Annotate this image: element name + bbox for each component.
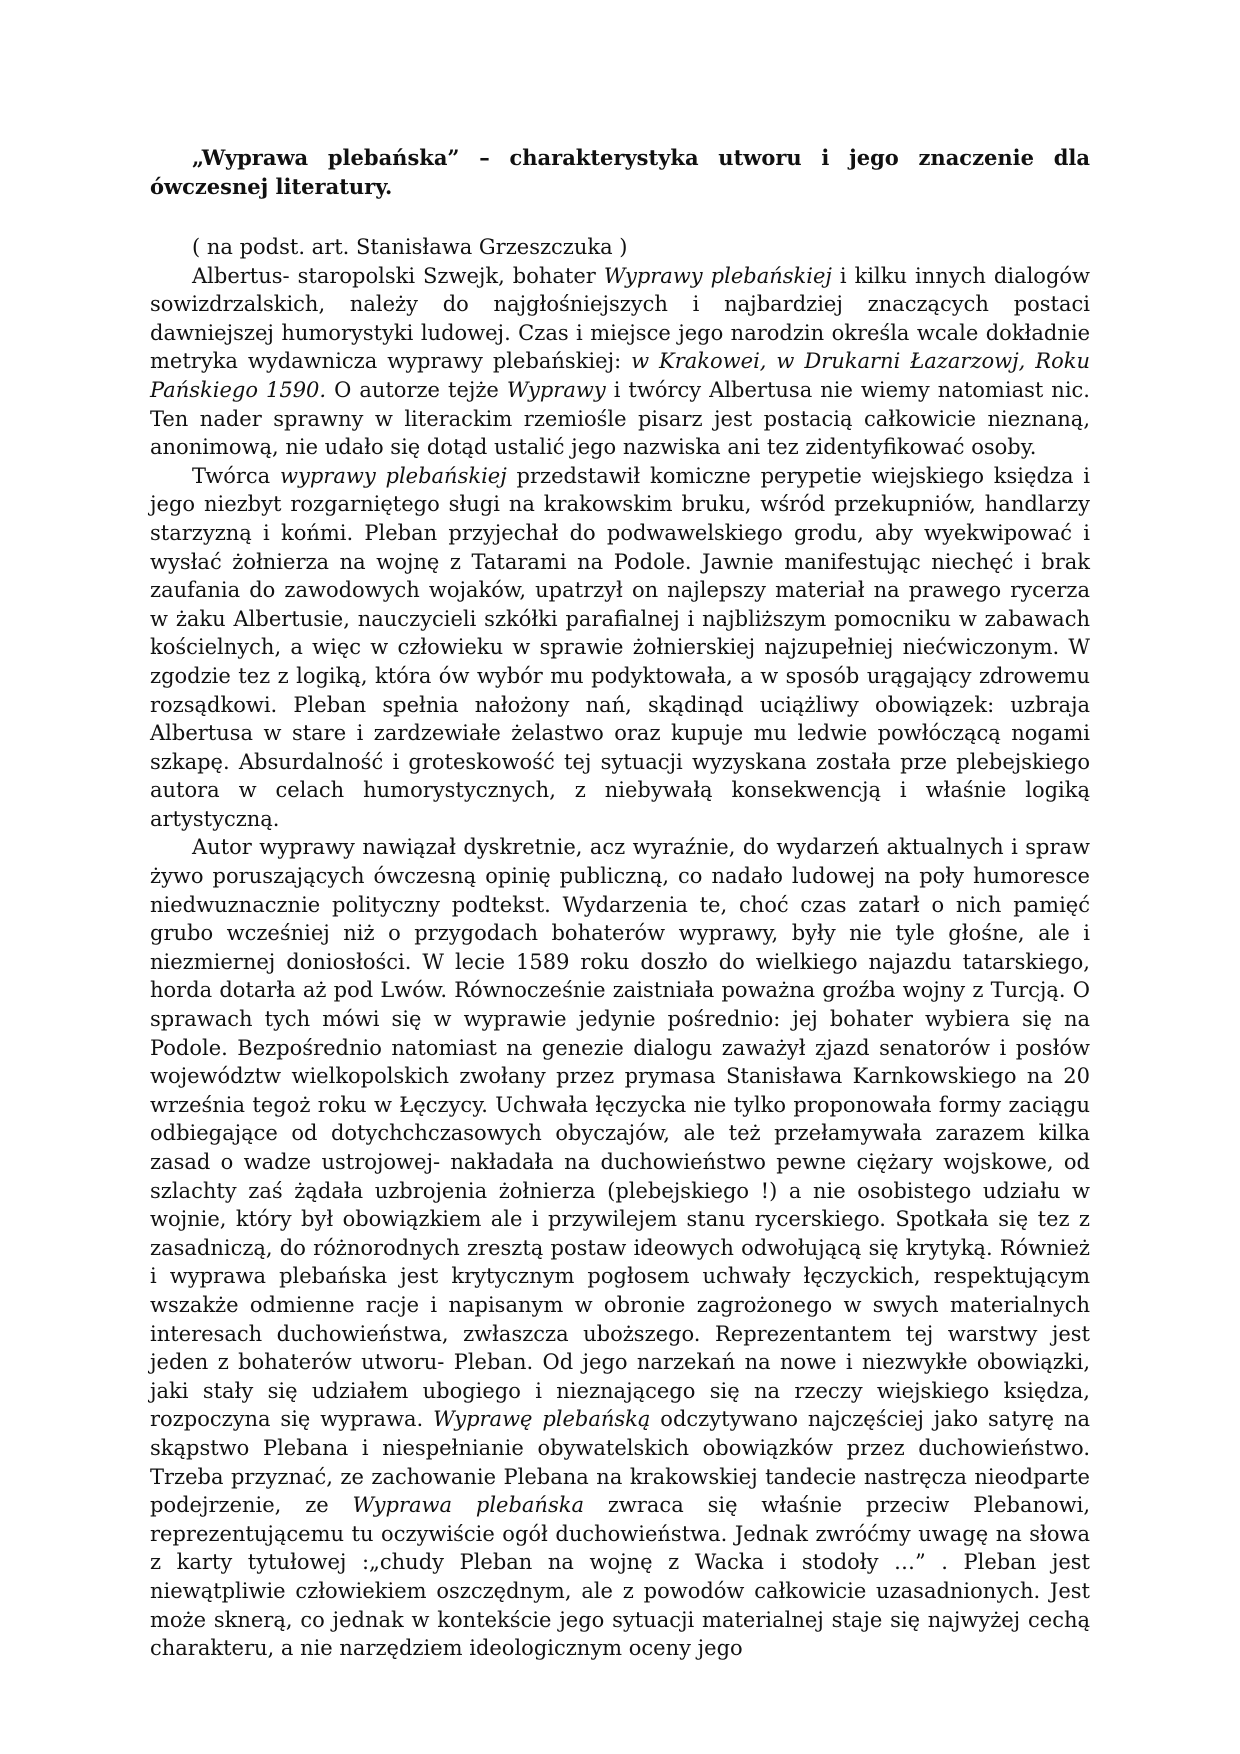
- paragraph-3: [150, 833, 1090, 1662]
- text-run: Albertus- staropolski Szwejk, bohater: [192, 263, 604, 288]
- text-run: odczytywano najczęściej jako satyrę na skąpstwo Plebana i niespełnianie obywatelskich obowiązków przez duchowieństwo. Trzeba przyznać, ze zachowanie Plebana na krakowskiej tandecie nastręcza nieodparte podejrzenie, ze: [150, 1407, 1090, 1518]
- text-run: i twórcy Albertusa nie wiemy natomiast nic. Ten nader sprawny w literackim rzemiośle pisarz jest postacią całkowicie nieznaną, anonimową, nie udało się dotąd ustalić jego nazwiska ani tez zidentyfikować osoby.: [150, 377, 1090, 460]
- text-run: Twórca: [192, 463, 281, 488]
- text-run: i kilku innych dialogów sowizdrzalskich, należy do najgłośniejszych i najbardziej znaczących postaci dawniejszej humorystyki ludowej. Czas i miejsce jego narodzin określa wcale dokładnie metryka wydawnicza wyprawy plebańskiej:: [150, 263, 1091, 374]
- text-run: Autor wyprawy nawiązał dyskretnie, acz wyraźnie, do wydarzeń aktualnych i spraw żywo poruszających ówczesną opinię publiczną, co nadało ludowej na poły humoresce niedwuznacznie polityczny podtekst. Wydarzenia te, choć czas zatarł o nich pamięć grubo wcześniej niż o przygodach bohaterów wyprawy, były nie tyle głośne, ale i niezmiernej doniosłości. W lecie 1589 roku doszło do wielkiego najazdu tatarskiego, horda dotarła aż pod Lwów. Równocześnie zaistniała poważna groźba wojny z Turcją. O sprawach tych mówi się w wyprawie jedynie pośrednio: jej bohater wybiera się na Podole. Bezpośrednio natomiast na genezie dialogu zaważył zjazd senatorów i posłów województw wielkopolskich zwołany przez prymasa Stanisława Karnkowskiego na 20 września tegoż roku w Łęczycy. Uchwała łęczycka nie tylko proponowała formy zaciągu odbiegające od dotychchczasowych obyczajów, ale też przełamywała zarazem kilka zasad o wadze ustrojowej- nakładała na duchowieństwo pewne ciężary wojskowe, od szlachty zaś żądała uzbrojenia żołnierza (plebejskiego !) a nie osobistego udziału w wojnie, który był obowiązkiem ale i przywilejem stanu rycerskiego. Spotkała się tez z zasadniczą, do różnorodnych zresztą postaw ideowych odwołującą się krytyką. Również i wyprawa plebańska jest krytycznym pogłosem uchwały łęczyckich, respektującym wszakże odmienne racje i napisanym w obronie zagrożonego w swych materialnych interesach duchowieństwa, zwłaszcza uboższego. Reprezentantem tej warstwy jest jeden z bohaterów utworu- Pleban. Od jego narzekań na nowe i niezwykłe obowiązki, jaki stały się udziałem ubogiego i nieznającego się na rzeczy wiejskiego księdza, rozpoczyna się wyprawa.: [150, 835, 1090, 1432]
- text-run: O autorze tejże: [326, 377, 507, 402]
- italic-run: Wyprawa plebańska: [352, 1493, 584, 1518]
- paragraph-2: [150, 462, 1090, 834]
- document-title: „Wyprawa plebańska” – charakterystyka utworu i jego znaczenie dla ówczesnej literatury.: [150, 145, 1090, 199]
- document-body: [150, 143, 1090, 1663]
- paragraph-1: [150, 262, 1090, 462]
- source-note: ( na podst. art. Stanisława Grzeszczuka ): [192, 235, 628, 259]
- italic-run: wyprawy plebańskiej: [280, 463, 507, 488]
- italic-run: Wyprawy plebańskiej: [603, 263, 832, 288]
- italic-run: Wyprawy: [506, 377, 606, 402]
- italic-run: w Krakowei, w Drukarni Łazarzowj, Roku Pańskiego 1590.: [150, 349, 1090, 402]
- italic-run: Wyprawę plebańską: [433, 1407, 651, 1432]
- text-run: zwraca się właśnie przeciw Plebanowi, reprezentującemu tu oczywiście ogół duchowieństwa. Jednak zwróćmy uwagę na słowa z karty tytułowej :„chudy Pleban na wojnę z Wacka i stodoły …” . Pleban jest niewątpliwie człowiekiem oszczędnym, ale z powodów całkowicie uzasadnionych. Jest może sknerą, co jednak w kontekście jego sytuacji materialnej staje się najwyżej cechą charakteru, a nie narzędziem ideologicznym oceny jego: [150, 1493, 1090, 1661]
- text-run: przedstawił komiczne perypetie wiejskiego księdza i jego niezbyt rozgarniętego sługi na krakowskim bruku, wśród przekupniów, handlarzy starzyzną i końmi. Pleban przyjechał do podwawelskiego grodu, aby wyekwipować i wysłać żołnierza na wojnę z Tatarami na Podole. Jawnie manifestując niechęć i brak zaufania do zawodowych wojaków, upatrzył on najlepszy materiał na prawego rycerza w żaku Albertusie, nauczycieli szkółki parafialnej i najbliższym pomocniku w zabawach kościelnych, a więc w człowieku w sprawie żołnierskiej najzupełniej niećwiczonym. W zgodzie tez z logiką, która ów wybór mu podyktowała, a w sposób urągający zdrowemu rozsądkowi. Pleban spełnia nałożony nań, skądinąd uciążliwy obowiązek: uzbraja Albertusa w stare i zardzewiałe żelastwo oraz kupuje mu ledwie powłóczącą nogami szkapę. Absurdalność i groteskowość tej sytuacji wyzyskana została prze plebejskiego autora w celach humorystycznych, z niebywałą konsekwencją i właśnie logiką artystyczną.: [150, 463, 1091, 831]
